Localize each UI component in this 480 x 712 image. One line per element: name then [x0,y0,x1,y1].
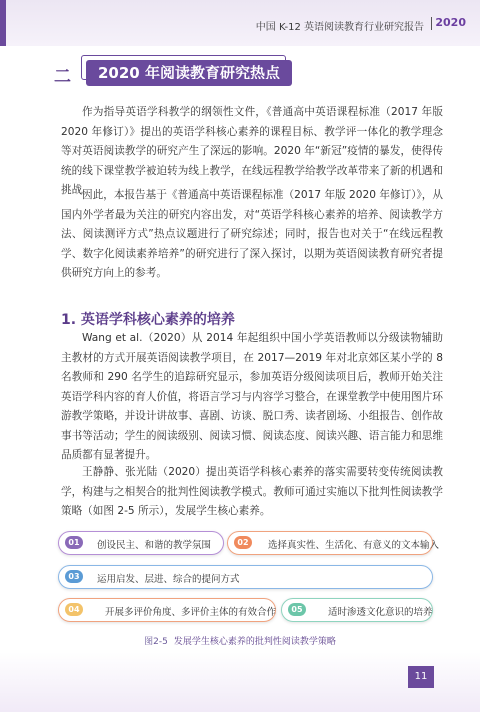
strategy-badge-02: 02 [234,536,252,549]
header-divider [431,17,432,30]
header-accent-stripe [0,0,6,46]
figure-caption [0,634,480,647]
strategy-badge-01: 01 [65,536,83,549]
figure-label: 图2-5 [144,637,168,647]
strategy-badge-04: 04 [65,603,83,616]
header-title: 中国 K-12 英语阅读教育行业研究报告 [255,22,424,33]
section-title: 2020 年阅读教育研究热点 [86,60,292,86]
strategy-text-03: 运用启发、层进、综合的提问方式 [97,574,240,585]
header-year: 2020 [435,16,466,29]
page-header [0,0,480,46]
strategy-item-03 [58,565,433,589]
subsection-title: 1. 英语学科核心素养的培养 [61,312,235,328]
paragraph-strategy: 王静静、张光陆（2020）提出英语学科核心素养的落实需要转变传统阅读教学，构建与之相契合的批判性阅读教学模式。教师可通过实施以下批判性阅读教学策略（如图 2-5 所示），发展学生核心素养。 [61,466,443,517]
strategy-badge-05: 05 [288,603,306,616]
strategy-item-01 [58,531,224,555]
figure-caption-text: 发展学生核心素养的批判性阅读教学策略 [173,637,336,647]
paragraph-intro: 作为指导英语学科教学的纲领性文件，《普通高中英语课程标准（2017 年版 2020 年修订）》提出的英语学科核心素养的课程目标、教学评一体化的教学理念等对英语阅读教学的研究产生了深远的影响。2020 年“新冠”疫情的暴发，使得传统的线下课堂教学被迫转为线上教学，在线远程教学给教学改革带来了新的机遇和挑战。 [61,106,443,196]
strategy-item-05 [281,598,433,622]
strategy-item-02 [227,531,440,555]
section-number: 二 [54,67,71,87]
strategy-text-04: 开展多评价角度、多评价主体的有效合作 [105,607,277,618]
strategy-text-05: 适时渗透文化意识的培养 [328,607,433,618]
page-number: 11 [408,666,434,688]
paragraph-scope: 因此，本报告基于《普通高中英语课程标准（2017 年版 2020 年修订）》，从国内外学者最为关注的研究内容出发，对“英语学科核心素养的培养、阅读教学方法、阅读测评方式”热点议题进行了研究综述；同时，报告也对关于“在线远程教学、数字化阅读素养培养”的研究进行了深入探讨，以期为英语阅读教育研究者提供研究方向上的参考。 [61,189,443,279]
strategy-text-01: 创设民主、和谐的教学氛围 [97,540,212,551]
strategy-item-04 [58,598,276,622]
paragraph-wang: Wang et al.（2020）从 2014 年起组织中国小学英语教师以分级读物辅助主教材的方式开展英语阅读教学项目，在 2017—2019 年对北京郊区某小学的 8 名教师和 290 名学生的追踪研究显示，参加英语分级阅读项目后，教师开始关注英语学科内容的育人价值，将语言学习与内容学习整合，在课堂教学中使用图片环游教学策略，并设计讲故事、喜剧、访谈、脱口秀、读者剧场、小组报告、创作故事书等活动；学生的阅读级别、阅读习惯、阅读态度、阅读兴趣、语言能力和思维品质都有显著提升。 [61,332,443,461]
strategy-badge-03: 03 [65,570,83,583]
strategy-text-02: 选择真实性、生活化、有意义的文本输入 [268,540,440,551]
